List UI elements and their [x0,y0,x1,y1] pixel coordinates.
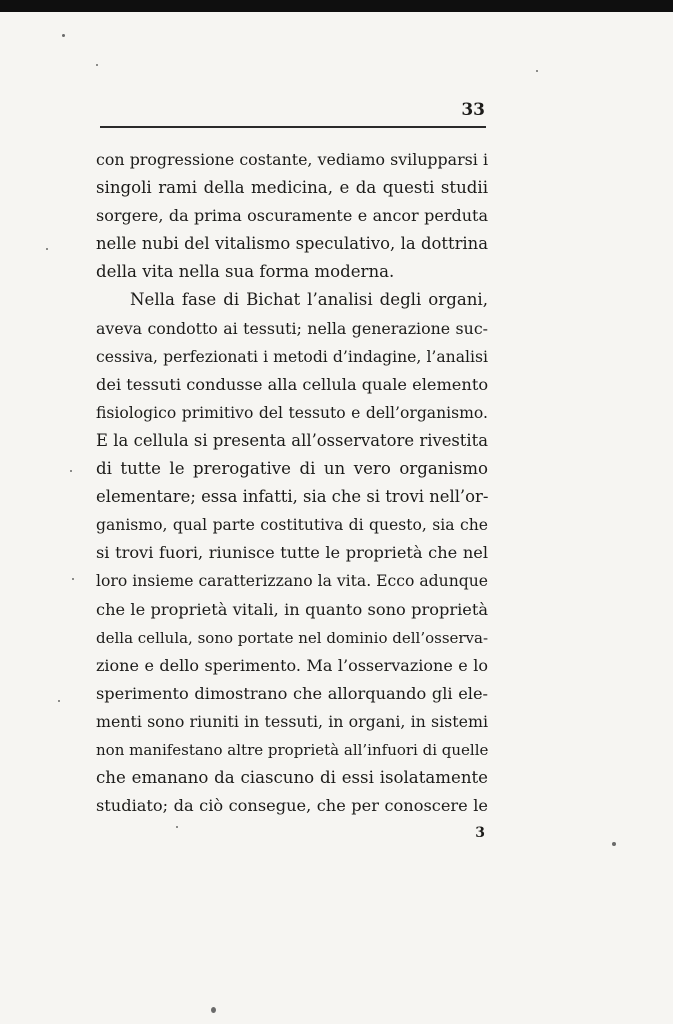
text-line: non manifestano altre proprietà all’infuori di quelle [96,740,489,759]
signature-mark: 3 [475,825,485,841]
text-line: che le proprietà vitali, in quanto sono proprietà [96,599,488,619]
text-line: che emanano da ciascuno di essi isolatamente [96,768,488,788]
text-line: della cellula, sono portate nel dominio dell’osserva- [96,628,489,647]
scan-speck [612,842,616,846]
text-line: E la cellula si presenta all’osservatore rivestita [96,430,488,450]
text-line: studiato; da ciò consegue, che per conoscere le [96,796,488,816]
text-line: fisiologico primitivo del tessuto e dell’organismo. [96,403,488,422]
body-text [96,146,488,820]
text-line: menti sono riuniti in tessuti, in organi, in sistemi [96,711,488,731]
scan-speck [58,700,60,702]
scan-speck [176,826,178,828]
text-line: nelle nubi del vitalismo speculativo, la dottrina [96,234,488,254]
text-line: si trovi fuori, riunisce tutte le proprietà che nel [96,543,488,563]
text-line: Nella fase di Bichat l’analisi degli organi, [130,290,488,310]
scan-speck [211,1007,216,1013]
text-line: cessiva, perfezionati i metodi d’indagine, l’analisi [96,347,488,366]
scan-speck [46,248,48,250]
text-line: con progressione costante, vediamo svilupparsi i [96,150,488,169]
text-line: singoli rami della medicina, e da questi studii [96,178,488,198]
text-line: aveva condotto ai tessuti; nella generazione suc- [96,318,488,338]
text-line: sorgere, da prima oscuramente e ancor perduta [96,206,488,226]
scan-speck [72,578,74,580]
text-line: ganismo, qual parte costitutiva di questo, sia che [96,516,488,535]
page-number: 33 [461,100,485,120]
header-rule [100,126,486,128]
scan-speck [62,34,65,37]
text-line: di tutte le prerogative di un vero organismo [96,459,488,479]
scan-top-edge [0,0,673,12]
text-line: loro insieme caratterizzano la vita. Ecco adunque [96,572,488,591]
text-line: della vita nella sua forma moderna. [96,262,395,282]
text-line: sperimento dimostrano che allorquando gli ele- [96,683,488,703]
scan-speck [96,64,98,66]
text-line: elementare; essa infatti, sia che si trovi nell’or- [96,487,489,507]
text-line: zione e dello sperimento. Ma l’osservazione e lo [96,655,488,675]
scan-speck [536,70,538,72]
text-line: dei tessuti condusse alla cellula quale elemento [96,374,489,394]
scan-speck [70,470,72,472]
